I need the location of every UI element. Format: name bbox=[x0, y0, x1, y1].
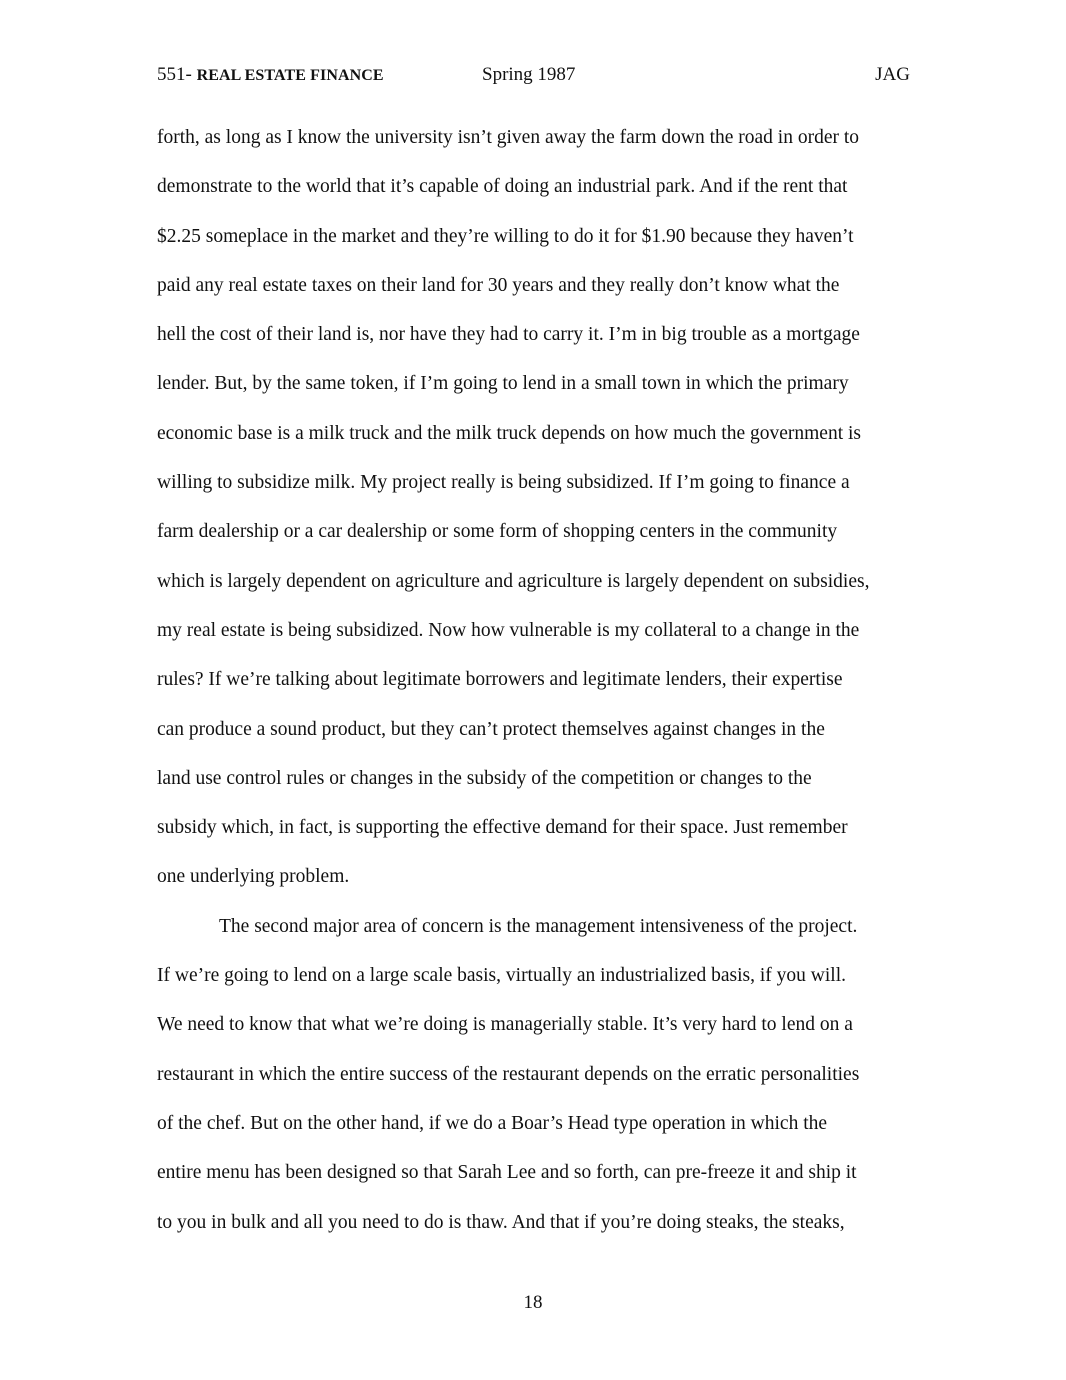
text-line: which is largely dependent on agriculture and agriculture is largely dependent on subsidies, bbox=[157, 570, 870, 592]
text-line: subsidy which, in fact, is supporting the effective demand for their space. Just remember bbox=[157, 817, 848, 839]
text-line: can produce a sound product, but they can’t protect themselves against changes in the bbox=[157, 718, 825, 740]
text-line: willing to subsidize milk. My project really is being subsidized. If I’m going to finance a bbox=[157, 472, 850, 494]
text-line: lender. But, by the same token, if I’m going to lend in a small town in which the primary bbox=[157, 373, 849, 395]
text-line: forth, as long as I know the university isn’t given away the farm down the road in order to bbox=[157, 127, 860, 148]
paragraph-first-line: The second major area of concern is the management intensiveness of the project. bbox=[219, 915, 858, 937]
course-title: REAL ESTATE FINANCE bbox=[196, 67, 384, 84]
page-number: 18 bbox=[523, 1292, 543, 1313]
text-line: If we’re going to lend on a large scale basis, virtually an industrialized basis, if you will. bbox=[157, 965, 847, 987]
text-line: economic base is a milk truck and the milk truck depends on how much the government is bbox=[157, 422, 861, 444]
text-line: of the chef. But on the other hand, if we do a Boar’s Head type operation in which the bbox=[157, 1112, 828, 1134]
text-line: rules? If we’re talking about legitimate borrowers and legitimate lenders, their expertise bbox=[157, 669, 843, 691]
page-header bbox=[157, 64, 910, 90]
text-line: restaurant in which the entire success of the restaurant depends on the erratic personalities bbox=[157, 1063, 860, 1085]
author-initials: JAG bbox=[875, 64, 910, 85]
transcript-body bbox=[157, 121, 913, 1255]
text-line: We need to know that what we’re doing is managerially stable. It’s very hard to lend on a bbox=[157, 1014, 853, 1036]
text-line: one underlying problem. bbox=[157, 866, 350, 888]
text-line: my real estate is being subsidized. Now how vulnerable is my collateral to a change in the bbox=[157, 619, 860, 641]
text-line: hell the cost of their land is, nor have they had to carry it. I’m in big trouble as a mortgage bbox=[157, 324, 860, 346]
text-line: paid any real estate taxes on their land for 30 years and they really don’t know what the bbox=[157, 274, 840, 296]
text-line: land use control rules or changes in the subsidy of the competition or changes to the bbox=[157, 767, 812, 789]
text-line: farm dealership or a car dealership or some form of shopping centers in the community bbox=[157, 521, 838, 543]
text-line: $2.25 someplace in the market and they’re willing to do it for $1.90 because they haven’t bbox=[157, 225, 854, 247]
text-line: entire menu has been designed so that Sarah Lee and so forth, can pre-freeze it and ship it bbox=[157, 1162, 857, 1184]
course-number: 551- bbox=[157, 64, 192, 85]
course-label bbox=[157, 64, 384, 86]
term-label: Spring 1987 bbox=[482, 64, 576, 85]
text-line: demonstrate to the world that it’s capable of doing an industrial park. And if the rent that bbox=[157, 176, 848, 198]
text-line: to you in bulk and all you need to do is thaw. And that if you’re doing steaks, the steaks, bbox=[157, 1211, 845, 1233]
